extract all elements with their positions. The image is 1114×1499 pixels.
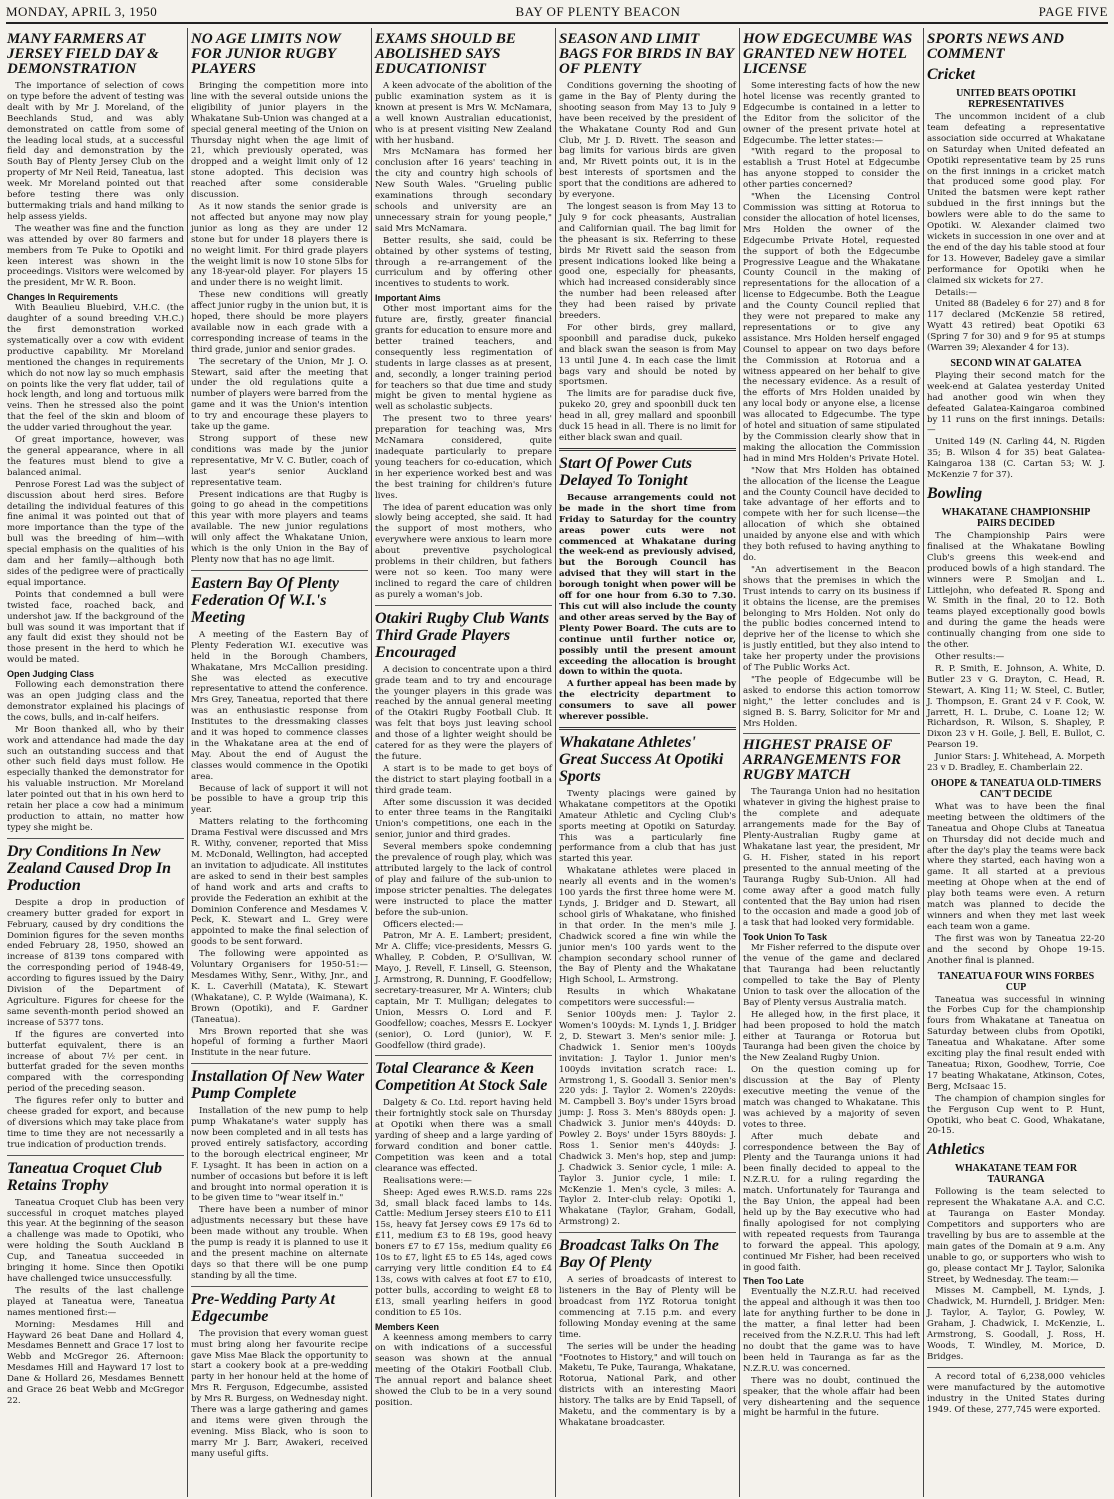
- headline: HIGHEST PRAISE OF ARRANGEMENTS FOR RUGBY MATCH: [743, 737, 901, 784]
- paragraph: If the figures are converted into butterfat equivalent, there is an increase of about 7½ per cent. in butterfat graded for the seven months compared with the corresponding period of the preceding season.: [7, 1029, 184, 1095]
- paragraph: Some interesting facts of how the new hotel license was recently granted to Edgecumbe is contained in a letter to the Editor from the solicitor of the owner of the present private hotel at Edgecumbe. The letter states:—: [743, 81, 920, 146]
- column-3: [372, 28, 556, 1497]
- paragraph: The Tauranga Union had no hesitation whatever in giving the highest praise to the complete and adequate arrangements made for the Bay of Plenty-Australian Rugby game at Whakatane last year, the president, Mr G. H. Fisher, stated in his report presented to the annual meeting of the Tauranga Rugby Sub-Union. All had come away after a good match fully contented that the Bay union had risen to the occasion and made a good job of a task that had looked very formidable.: [743, 787, 920, 929]
- divider: [7, 838, 184, 839]
- paragraph: A start is to be made to get boys of the district to start playing football in a third grade team.: [375, 763, 552, 796]
- paragraph: A keen advocate of the abolition of the public examination system as it is known at present is Mrs W. McNamara, a well known Australian educationist, who is at present visiting New Zealand with her husband.: [375, 81, 552, 146]
- sub-headline: WHAKATANE CHAMPIONSHIP PAIRS DECIDED: [941, 507, 1091, 529]
- paragraph: Other most important aims for the future are, firstly, greater financial grants for education to ensure more and better trained teachers, and consequently less regimentation of students in large classes as at present, and, secondly, a longer training period for teachers so that due time and study might be given to mental hygiene as well as scholastic subjects.: [375, 304, 553, 413]
- issue-date: MONDAY, APRIL 3, 1950: [6, 4, 158, 19]
- paragraph: Matters relating to the forthcoming Drama Festival were discussed and Mrs R. Withy, convener, reported that Miss M. McDonald, Wellington, had accepted an invitation to adjudicate. All institutes are asked to send in their best samples of hand work and arts and crafts to provide the Federation an exhibit at the Dominion Conference and Mesdames V. Peck, K. Stewart and L. Grey were appointed to make the final selection of goods to be sent forward.: [191, 817, 368, 948]
- paragraph: These new conditions will greatly affect junior rugby in the union but, it is hoped, there should be more players available now in each grade with a corresponding increase of teams in the third grade, junior and senior grades.: [191, 290, 368, 355]
- headline: HOW EDGECUMBE WAS GRANTED NEW HOTEL LICENSE: [743, 31, 913, 77]
- paragraph: Other results:—: [935, 651, 1005, 662]
- section-heading: Cricket: [927, 66, 975, 83]
- paragraph: With Beaulieu Bluebird, V.H.C. (the daughter of a sound breeding V.H.C.) the first demonstration worked systematically over a cow with evident productive capability. Mr Moreland mentioned the changes in requirements which do not now lay so much emphasis on points like the very flat udder, tail of hock length, and long and tortuous milk veins. Then he stressed also the point that the feel of the skin and bloom of the udder varied throughout the year.: [7, 303, 184, 434]
- paragraph: Twenty placings were gained by Whakatane competitors at the Opotiki Amateur Athletic and Cycling Club's sports meeting at Opotiki on Saturday. This was a particularly fine performance from a club that has just started this year.: [559, 788, 736, 865]
- column-1: [4, 28, 188, 1497]
- headline: Broadcast Talks On The Bay Of Plenty: [559, 1237, 719, 1272]
- paragraph: Installation of the new pump to help pump Whakatane's water supply has now been completed and in all tests has proved entirely satisfactory, according to the borough electrical engineer, Mr F. Lysaght. It has been in action on a number of occasions but before it is left and brought into normal operation it is to be given time to "wear itself in.": [191, 1106, 368, 1204]
- paragraph: On the question coming up for discussion at the Bay of Plenty executive meeting the venue of the match was changed to Whakatane. This was achieved by a majority of seven votes to three.: [743, 1065, 920, 1130]
- divider: [559, 727, 736, 730]
- paragraph: Several members spoke condemning the prevalence of rough play, which was attributed largely to the lack of control of play and failure of the sub-union to impose stricter penalties. The delegates were instructed to place the matter before the sub-union.: [375, 842, 552, 918]
- divider: [191, 1063, 368, 1064]
- paragraph: Mrs McNamara has formed her conclusion after 16 years' teaching in the city and country high schools of New South Wales. "Grueling public examinations through secondary schools and university are an unnecessary strain for young people," said Mrs McNamara.: [375, 147, 552, 234]
- paragraph: Morning: Mesdames Hill and Hayward 26 beat Dane and Hollard 4, Mesdames Bennett and Grace 17 lost to Webb and McGregor 26. Afternoon: Mesdames Hill and Hayward 17 lost to Dane & Hollard 26, Mesdames Bennett and Grace 26 beat Webb and McGregor 22.: [7, 1319, 184, 1406]
- paragraph: There have been a number of minor adjustments necessary but these have been made without any trouble. When the pump is ready it is planned to use it and the present machine on alternate days so that there will be one pump standing by all the time.: [191, 1205, 368, 1281]
- paragraph: A series of broadcasts of interest to listeners in the Bay of Plenty will be broadcast from 1YZ Rotorua tonight commencing at 7.15 p.m. and every following Monday evening at the same time.: [559, 1275, 736, 1340]
- divider: [191, 570, 368, 571]
- headline: Eastern Bay Of Plenty Federation Of W.I.'s Meeting: [191, 574, 339, 626]
- paragraph: Realisations were:—: [383, 1175, 472, 1186]
- headline: Dry Conditions In New Zealand Caused Drop In Production: [7, 842, 172, 894]
- divider: [375, 605, 552, 606]
- sub-headline: WHAKATANE TEAM FOR TAURANGA: [954, 1163, 1078, 1186]
- paragraph: The series will be under the heading "Footnotes to History," and will touch on Maketu, Te Puke, Tauranga, Whakatane, Rotorua, National Park, and other districts with an interesting Maori history. The talks are by Enid Tapsell, of Maketu, and the commentary is by a Whakatane broadcaster.: [559, 1341, 736, 1428]
- paragraph: The uncommon incident of a club team defeating a representative association side occurred at Whakatane on Saturday when United defeated an Opotiki representative team by 25 runs on the first innings in a cricket match that produced some good play. For United the batsmen were kept rather subdued in the first innings but the bowlers were able to do the same to Opotiki. W. Alexander claimed two wickets in succession in one over and at the end of the day his table stood at four for 13. However, Badeley gave a similar performance for Opotiki when he claimed six wickets for 27.: [927, 112, 1105, 286]
- headline: SPORTS NEWS AND COMMENT: [927, 31, 1064, 62]
- headline: Start Of Power Cuts Delayed To Tonight: [559, 454, 692, 489]
- paragraph: He alleged how, in the first place, it had been proposed to hold the match either at Tauranga or Rotorua but Tauranga had been given the choice by the New Zealand Rugby Union.: [743, 1009, 920, 1064]
- headline: Total Clearance & Keen Competition At Stock Sale: [375, 1060, 548, 1095]
- paragraph: Mr Boon thanked all, who by their work and attendance had made the day such an outstanding success and that other such field days must follow. He especially thanked the demonstrator for his valuable instruction. Mr Moreland later pointed out that in his own herd to retain her place a cow had a minimum production to attain, no matter how typey she might be.: [7, 724, 184, 833]
- paragraph: "The people of Edgecumbe will be asked to endorse this action tomorrow night," the letter concludes and is signed B. S. Barry, Solicitor for Mr and Mrs Holden.: [743, 674, 920, 729]
- paragraph: Taneatua Croquet Club has been very successful in croquet matches played this year. At the beginning of the season a challenge was made to Opotiki, who were holding the South Auckland B Cup, and Taneatua succeeded in bringing it home. Since then Opotiki have challenged twice unsuccessfully.: [7, 1197, 184, 1284]
- paragraph: "When the Licensing Control Commission was sitting at Rotorua to consider the allocation of hotel licenses, Mrs Holden the owner of the Edgecumbe Private Hotel, requested the support of both the Edgecumbe Progressive League and the Whakatane County Council in the making of representations for the allocation of a license to Edgecumbe. Both the League and the County Council replied that they were not prepared to make any representations or to give any assistance. Mrs Holden herself engaged Counsel to appear on two days before the Commission at Rotorua and a witness appeared on her behalf to give the necessary evidence. As a result of the efforts of Mrs Holden unaided by any local body or anyone else, a license was allocated to Edgecumbe. The type of hotel and situation of same stipulated by the Commission clearly show that in making the allocation the Commission had in mind Mrs Holden's Private Hotel.: [743, 192, 920, 464]
- subheading: Open Judging Class: [7, 669, 95, 680]
- paper-title: BAY OF PLENTY BEACON: [515, 4, 681, 19]
- paragraph: The following were appointed as Voluntary Organisers for 1950-51:— Mesdames Withy, Senr., Withy, Jnr., and K. L. Caverhill (Matata), K. Stewart (Whakatane), C. P. Wylde (Waimana), K. Brown (Opotiki), and F. Gardner (Taneatua).: [191, 949, 368, 1025]
- paragraph: Patron, Mr A. E. Lambert; president, Mr A. Cliffe; vice-presidents, Messrs G. Whalley, P. Cobden, P. O'Sullivan, W. Mayo, J. Revell, F. Linsell, G. Steenson, J. Armstrong, R. Dunning, F. Goodfellow; secretary-treasurer, Mr A. Winters; club captain, Mr T. Mulligan; delegates to Union, Messrs O. Lord and F. Goodfellow; coaches, Messrs E. Lockyer (senior), O. Lord (junior), W. F. Goodfellow (third grade).: [375, 931, 553, 1051]
- divider: [191, 1286, 368, 1287]
- paragraph: Because arrangements could not be made in the short time from Friday to Saturday for the country areas power cuts were not commenced at Whakatane during the week-end as previously advised, but the Borough Council has advised that they will start in the borough tonight when power will be off for one hour from 6.30 to 7.30. This cut will also include the county and other areas served by the Bay of Plenty Power Board. The cuts are to continue until further notice or, possibly until the present amount exceeding the allocation is brought down to within the quota.: [559, 492, 736, 678]
- paragraph: The weather was fine and the function was attended by over 80 farmers and members from Te Puke to Opotiki and keen interest was shown in the proceedings. Visitors were welcomed by the president, Mr W. R. Boon.: [7, 223, 184, 289]
- paragraph: R. P. Smith, E. Johnson, A. White, D. Butler 23 v G. Drayton, C. Head, R. Stewart, A. King 11; W. Steel, C. Butler, J. Thompson, E. Grant 24 v F. Cook, W. Jarrett, H. L. Drube, C. Loane 12; W. Richardson, R. Wilson, S. Shapley, P. Dixon 23 v H. Goile, J. Bell, E. Bullot, C. Pearson 19.: [927, 663, 1105, 751]
- paragraph: A keenness among members to carry on with indications of a successful season was shown at the annual meeting of the Otakiri Football Club. The annual report and balance sheet showed the Club to be in a very sound position.: [375, 1332, 552, 1408]
- paragraph: Better results, she said, could be obtained by other systems of testing, through a re-arrangement of the curriculum and by offering other incentives to students to work.: [375, 235, 552, 290]
- paragraph: For other birds, grey mallard, spoonbill and paradise duck, pukeko and black swan the season is from May 13 until June 4. In each case the limit bags vary and should be noted by sportsmen.: [559, 322, 736, 388]
- paragraph: The present two to three years' preparation for teaching was, Mrs McNamara considered, quite inadequate particularly to prepare young teachers for co-education, which in her experience worked best and was the best training for children's future lives.: [375, 414, 552, 501]
- column-4: [556, 28, 740, 1497]
- subheading: Took Union To Task: [743, 932, 827, 943]
- paragraph: A decision to concentrate upon a third grade team and to try and encourage the younger players in this grade was reached by the annual general meeting of the Otakiri Rugby Football Club. It was felt that boys just leaving school and those of a lighter weight should be catered for as they were the players of the future.: [375, 664, 552, 762]
- sub-headline: UNITED BEATS OPOTIKI REPRESENTATIVES: [956, 88, 1076, 110]
- paragraph: The idea of parent education was only slowly being accepted, she said. It had the support of most mothers, who everywhere were anxious to learn more about preventive psychological problems in their children, but fathers were not so keen. Too many were inclined to regard the care of children as purely a woman's job.: [375, 502, 552, 600]
- headline: NO AGE LIMITS NOW FOR JUNIOR RUGBY PLAYERS: [191, 31, 341, 77]
- divider: [743, 733, 920, 734]
- paragraph: The first was won by Taneatua 22-20 and the second by Ohope 19-15. Another final is planned.: [927, 933, 1105, 966]
- paragraph: The results of the last challenge played at Taneatua were, Taneatua names mentioned first:—: [7, 1285, 184, 1318]
- column-2: [188, 28, 372, 1497]
- headline: Taneatua Croquet Club Retains Trophy: [7, 1159, 163, 1194]
- paragraph: "With regard to the proposal to establish a Trust Hotel at Edgecumbe has anyone stopped to consider the other parties concerned?: [743, 147, 920, 191]
- paragraph: Misses M. Campbell, M. Lynds, J. Chadwick, M. Hurndell, J. Bridger. Men: J. Taylor, A. Taylor, G. Powley, W. Graham, J. Chadwick, I. McKenzie, L. Armstrong, S. Goodall, J. Ross, H. Woods, T. Windley, M. Morice, D. Bridges.: [927, 1286, 1105, 1362]
- paragraph: Of great importance, however, was the general appearance, where in all the features must blend to give a balanced animal.: [7, 435, 184, 478]
- subheading: Changes In Requirements: [7, 292, 119, 303]
- paragraph: Eventually the N.Z.R.U. had received the appeal and although it was then too late for anything further to be done in the matter, a final letter had been received from the N.Z.R.U. This had left no doubt that the game was to have been held in Tauranga as far as the N.Z.R.U. was concerned.: [743, 1287, 920, 1374]
- divider: [7, 1155, 184, 1156]
- paragraph: Mr Fisher referred to the dispute over the venue of the game and declared that Tauranga had been reluctantly compelled to take the Bay of Plenty Union to task over the allocation of the Bay of Plenty versus Australia match.: [743, 943, 920, 1008]
- paragraph: Bringing the competition more into line with the several outside unions the eligibility of junior players in the Whakatane Sub-Union was changed at a special general meeting of the Union on Thursday night when the age limit of 21, which previously operated, was dropped and a weight limit only of 12 stone adopted. This decision was reached after some considerable discussion.: [191, 81, 368, 201]
- sub-headline: OHOPE & TANEATUA OLD-TIMERS CAN'T DECIDE: [930, 777, 1102, 800]
- sub-headline: SECOND WIN AT GALATEA: [950, 357, 1082, 369]
- paragraph: Present indications are that Rugby is going to go ahead in the competitions this year with more players and teams available. The new junior regulations will only affect the Whakatane Union, which is the only Union in the Bay of Plenty now that has no age limit.: [191, 489, 368, 565]
- paragraph: The importance of selection of cows on type before the advent of testing was dealt with by Mr J. Moreland, of the Beechlands Stud, and was ably demonstrated on cattle from some of the leading local studs, at a successful field day and demonstration by the South Bay of Plenty Jersey Club on the property of Mr Neil Reid, Taneatua, last week. Mr Moreland pointed out that before testing there was only buttermaking trials and hand milking to help assess yields.: [7, 81, 184, 222]
- paragraph: Following is the team selected to represent the Whakatane A.A. and C.C. at Tauranga on Easter Monday. Competitors and supporters who are travelling by bus are to assemble at the main gates of the Domain at 9 a.m. Any unable to go, or supporters who wish to go, please contact Mr J. Taylor, Salonika Street, by Wednesday. The team:—: [927, 1187, 1105, 1285]
- divider: [559, 1232, 736, 1233]
- subheading: Members Keen: [375, 1321, 440, 1332]
- paragraph: Penrose Forest Lad was the subject of discussion about herd sires. Before detailing the individual features of this fine animal it was pointed out that of more importance than the type of the bull was the breeding of him—with special emphasis on the qualities of his dam and her family—although both sides of the pedigree were of practically equal importance.: [7, 479, 184, 588]
- paragraph: After much debate and correspondence between the Bay of Plenty and the Tauranga unions it had been finally decided to appeal to the N.Z.R.U. for a ruling regarding the match. Unfortunately for Tauranga and the Bay Union, the appeal had been held up by the Bay executive who had finally apologised for not complying with repeated requests from Tauranga to forward the appeal. This apology, continued Mr Fisher, had been received in good faith.: [743, 1131, 920, 1273]
- headline: Whakatane Athletes' Great Success At Opotiki Sports: [559, 733, 724, 785]
- paragraph: Senior 100yds men: J. Taylor 2. Women's 100yds: M. Lynds 1, J. Bridger 2, D. Stewart 3. Men's senior mile: J. Chadwick 1. Senior men's 100yds invitation: J. Taylor 1. Junior men's 100yds invitation scratch race: L. Armstrong 1, S. Goodall 3. Senior men's 220 yds: J. Taylor 2. Women's 220yds: M. Campbell 3. Boy's under 15yrs broad jump: J. Ross 3. Men's 880yds open: J. Chadwick 3. Junior men's 440yds: D. Powley 2. Boys' under 15yrs 880yds: J. Ross 1. Senior men's 440yds: J. Chadwick 3. Men's hop, step and jump: J. Chadwick 3. Senior cycle, 1 mile: A. Taylor 3. Junior cycle, 1 mile: I. McKenzie 1. Men's cycle, 3 miles: A. Taylor 2. Inter-club relay: Opotiki 1, Whakatane (Taylor, Graham, Godall, Armstrong) 2.: [559, 1010, 736, 1228]
- divider: [375, 1055, 552, 1056]
- paragraph: Junior Stars: J. Whitehead, A. Morpeth 23 v D. Bradley, E. Chamberlain 22.: [927, 752, 1105, 774]
- paragraph: Sheep: Aged ewes R.W.S.D. rams 22s 3d, small black faced lambs to 14s. Cattle: Medium Jersey steers £10 to £11 15s, heavy fat Jersey cows £9 17s 6d to £11, medium £3 to £8 19s, good heavy boners £7 to £7 15s, medium quality £6 10s to £7, light £5 to £5 14s, aged cows carrying very little condition £4 to £4 13s, cows with calves at foot £7 to £10, potter bulls, according to weight £8 to £13, small yearling heifers in good condition to £5 10s.: [375, 1187, 552, 1318]
- headline: SEASON AND LIMIT BAGS FOR BIRDS IN BAY OF PLENTY: [559, 31, 734, 77]
- paragraph: Details:—: [935, 287, 977, 298]
- paragraph: United 149 (N. Carling 44, N. Rigden 35; B. Wilson 4 for 35) beat Galatea-Kaingaroa 138 (C. Cartan 53; W. J. McKenzie 7 for 37).: [927, 437, 1105, 481]
- headline: MANY FARMERS AT JERSEY FIELD DAY & DEMONSTRATION: [7, 31, 159, 77]
- paragraph: A meeting of the Eastern Bay of Plenty Federation W.I. executive was held in the Borough Chambers, Whakatane, Mrs McCallion presiding. She was elected as executive representative to attend the conference. Mrs Grey, Taneatua, reported that there was an enthusiastic response from Institutes to the dressmaking classes and it was hoped to commence classes in the Whakatane area at the end of May. About the end of August the classes would commence in the Opotiki area.: [191, 629, 368, 782]
- paragraph: "An advertisement in the Beacon shows that the premises in which the Trust intends to carry on its business if it obtains the license, are the premises belonging to Mrs Holden. Not only do the public bodies concerned intend to deprive her of the license to which she is justly entitled, but they also intend to take her property under the provisions of The Public Works Act.: [743, 564, 920, 674]
- paragraph: Dalgety & Co. Ltd. report having held their fortnightly stock sale on Thursday at Opotiki when there was a small yarding of sheep and a large yarding of forward condition and boner cattle. Competition was keen and a total clearance was effected.: [375, 1098, 552, 1174]
- paragraph: Taneatua was successful in winning the Forbes Cup for the championship fours from Whakatane at Taneatua on Saturday between clubs from Opotiki, Taneatua and Whakatane. After some exciting play the final result ended with Taneatua; Rixon, Goodhew, Torrie, Coe 17 beating Whakatane, Atkinson, Cotes, Berg, McIsaac 15.: [927, 994, 1105, 1092]
- paragraph: "Now that Mrs Holden has obtained the allocation of the license the League and the County Council have decided to take advantage of her efforts and to compete with her for such license—the allocation of which she obtained unaided by anyone else and with which they both refused to having anything to do.: [743, 465, 920, 563]
- paragraph: Results in which Whakatane competitors were successful:—: [559, 987, 736, 1009]
- paragraph: The champion of champion singles for the Ferguson Cup went to P. Hunt, Opotiki, who beat C. Good, Whakatane, 20-15.: [927, 1093, 1105, 1137]
- paragraph: Whakatane athletes were placed in nearly all events and in the women's 100 yards the first three home were M. Lynds, J. Bridger and D. Stewart, all school girls of Whakatane, who finished in that order. In the men's mile J. Chadwick scored a fine win while the junior men's 100 yards went to the champion secondary school runner of the Bay of Plenty and the Whakatane High School, L. Armstrong.: [559, 866, 736, 986]
- paragraph: The Championship Pairs were finalised at the Whakatane Bowling Club's greens this week-end and produced bowls of a high standard. The winners were P. Smoljan and L. Littlejohn, who defeated R. Spong and W. Smith in the final, 20 to 12. Both teams played exceptionally good bowls and during the game the heads were continually changing from one side to the other.: [927, 531, 1105, 651]
- divider: [927, 1367, 1105, 1368]
- paragraph: Because of lack of support it will not be possible to have a group trip this year.: [191, 783, 368, 816]
- headline: Installation Of New Water Pump Complete: [191, 1068, 365, 1103]
- paragraph: As it now stands the senior grade is not affected but anyone may now play junior as long as they are under 12 stone but for under 18 players there is no weight limit. For third grade players the weight limit is now 10 stone 5lbs for any 18-year-old player. For players 15 and under there is no weight limit.: [191, 201, 368, 289]
- paragraph: Playing their second match for the week-end at Galatea yesterday United had another good win when they defeated Galatea-Kaingaroa combined by 11 runs on the first innings. Details:—: [927, 370, 1105, 436]
- section-heading: Athletics: [927, 1141, 985, 1159]
- article-columns: [4, 28, 1110, 1497]
- sub-headline: TANEATUA FOUR WINS FORBES CUP: [937, 970, 1095, 993]
- paragraph: United 88 (Badeley 6 for 27) and 8 for 117 declared (McKenzie 58 retired, Wyatt 43 retired) beat Opotiki 63 (Spring 7 for 30) and 9 for 95 at stumps (Warren 39; Alexander 4 for 13).: [927, 299, 1105, 354]
- paragraph: Despite a drop in production of creamery butter graded for export in February, caused by dry conditions the Dominion figures for the seven months ended February 28, 1950, showed an increase of 8139 tons compared with the corresponding period of 1948-49, according to figures issued by the Dairy Division of the Department of Agriculture. Figures for cheese for the same seventh-month period showed an increase of 5377 tons.: [7, 897, 184, 1028]
- paragraph: There was no doubt, continued the speaker, that the whole affair had been very disheartening and the sequence might be harmful in the future.: [743, 1375, 920, 1419]
- paragraph: Conditions governing the shooting of game in the Bay of Plenty during the shooting season from May 13 to July 9 have been received by the president of the Whakatane County Rod and Gun Club, Mr J. D. Rivett. The season and bag limits for various birds are given and, Mr Rivett points out, it is in the best interests of sportsmen and the sport that the conditions are adhered to by everyone.: [559, 81, 736, 201]
- divider: [559, 448, 736, 451]
- headline: Otakiri Rugby Club Wants Third Grade Players Encouraged: [375, 609, 550, 661]
- paragraph: What was to have been the final meeting between the oldtimers of the Taneatua and Ohope Clubs at Taneatua on Thursday did not decide much and after the day's play the teams were back where they started, each having won a game. It all started at a previous meeting at Ohope when at the end of play both teams were even. A return match was planned to decide the winners and when they met last week each team won a game.: [927, 801, 1105, 932]
- paragraph: A further appeal has been made by the electricity department to consumers to save all power wherever possible.: [559, 679, 736, 723]
- paragraph: Officers elected:—: [383, 919, 464, 930]
- headline: Pre-Wedding Party At Edgecumbe: [191, 1290, 335, 1325]
- paragraph: The provision that every woman guest must bring along her favourite recipe gave Miss Mae Black the opportunity to start a cookery book at a pre-wedding party in her honour held at the home of Mrs R. Ferguson, Edgecumbe, assisted by Mrs R. Burgess, on Wednesday night. There was a large gathering and games and items were given through the evening. Miss Black, who is soon to marry Mr J. Barr, Awakeri, received many useful gifts.: [191, 1328, 368, 1459]
- paragraph: A record total of 6,238,000 vehicles were manufactured by the automotive industry in the United States during 1949. Of these, 277,745 were exported.: [927, 1371, 1105, 1415]
- paragraph: After some discussion it was decided to enter three teams in the Rangitaiki Union's competitions, one each in the senior, junior and third grades.: [375, 797, 552, 841]
- paragraph: The longest season is from May 13 to July 9 for cock pheasants, Australian and Californian quail. The bag limit for the pheasant is six. Referring to these birds Mr Rivett said the season from present indications looked like being a good one, especially for pheasants, which had increased considerably since the number had been released after they had been raised by private breeders.: [559, 201, 736, 322]
- paragraph: The limits are for paradise duck five, pukeko 20, grey and spoonbill duck ten head in all, grey mallard and spoonbill duck 15 head in all. There is no limit for either black swan and quail.: [559, 389, 736, 443]
- masthead: [6, 2, 1108, 24]
- paragraph: Points that condemned a bull were twisted face, roached back, and undershot jaw. If the background of the bull was sound it was important that if any fault did exist they should not be those present in the herd to which he would be mated.: [7, 589, 184, 666]
- subheading: Then Too Late: [743, 1276, 804, 1287]
- column-5: [740, 28, 924, 1497]
- paragraph: The figures refer only to butter and cheese graded for export, and because of diversions which may take place from time to time they are not necessarily a true indication of production trends.: [7, 1096, 184, 1150]
- column-6: [924, 28, 1108, 1497]
- paragraph: Mrs Brown reported that she was hopeful of forming a further Maori Institute in the near future.: [191, 1026, 368, 1059]
- subheading: Important Aims: [375, 293, 441, 304]
- headline: EXAMS SHOULD BE ABOLISHED SAYS EDUCATIONIST: [375, 31, 516, 77]
- paragraph: Strong support of these new conditions was made by the junior representative, Mr V. C. Butler, coach of last year's senior Auckland representative team.: [191, 434, 368, 488]
- paragraph: Following each demonstration there was an open judging class and the demonstrator explained his placings of the cows, bulls, and in-calf heifers.: [7, 680, 184, 723]
- section-heading: Bowling: [927, 485, 983, 502]
- paragraph: The secretary of the Union, Mr J. O. Stewart, said after the meeting that under the old regulations quite a number of players were barred from the game and it was the Union's intention to try and encourage these players to take up the game.: [191, 356, 368, 433]
- page-number: PAGE FIVE: [1038, 4, 1108, 19]
